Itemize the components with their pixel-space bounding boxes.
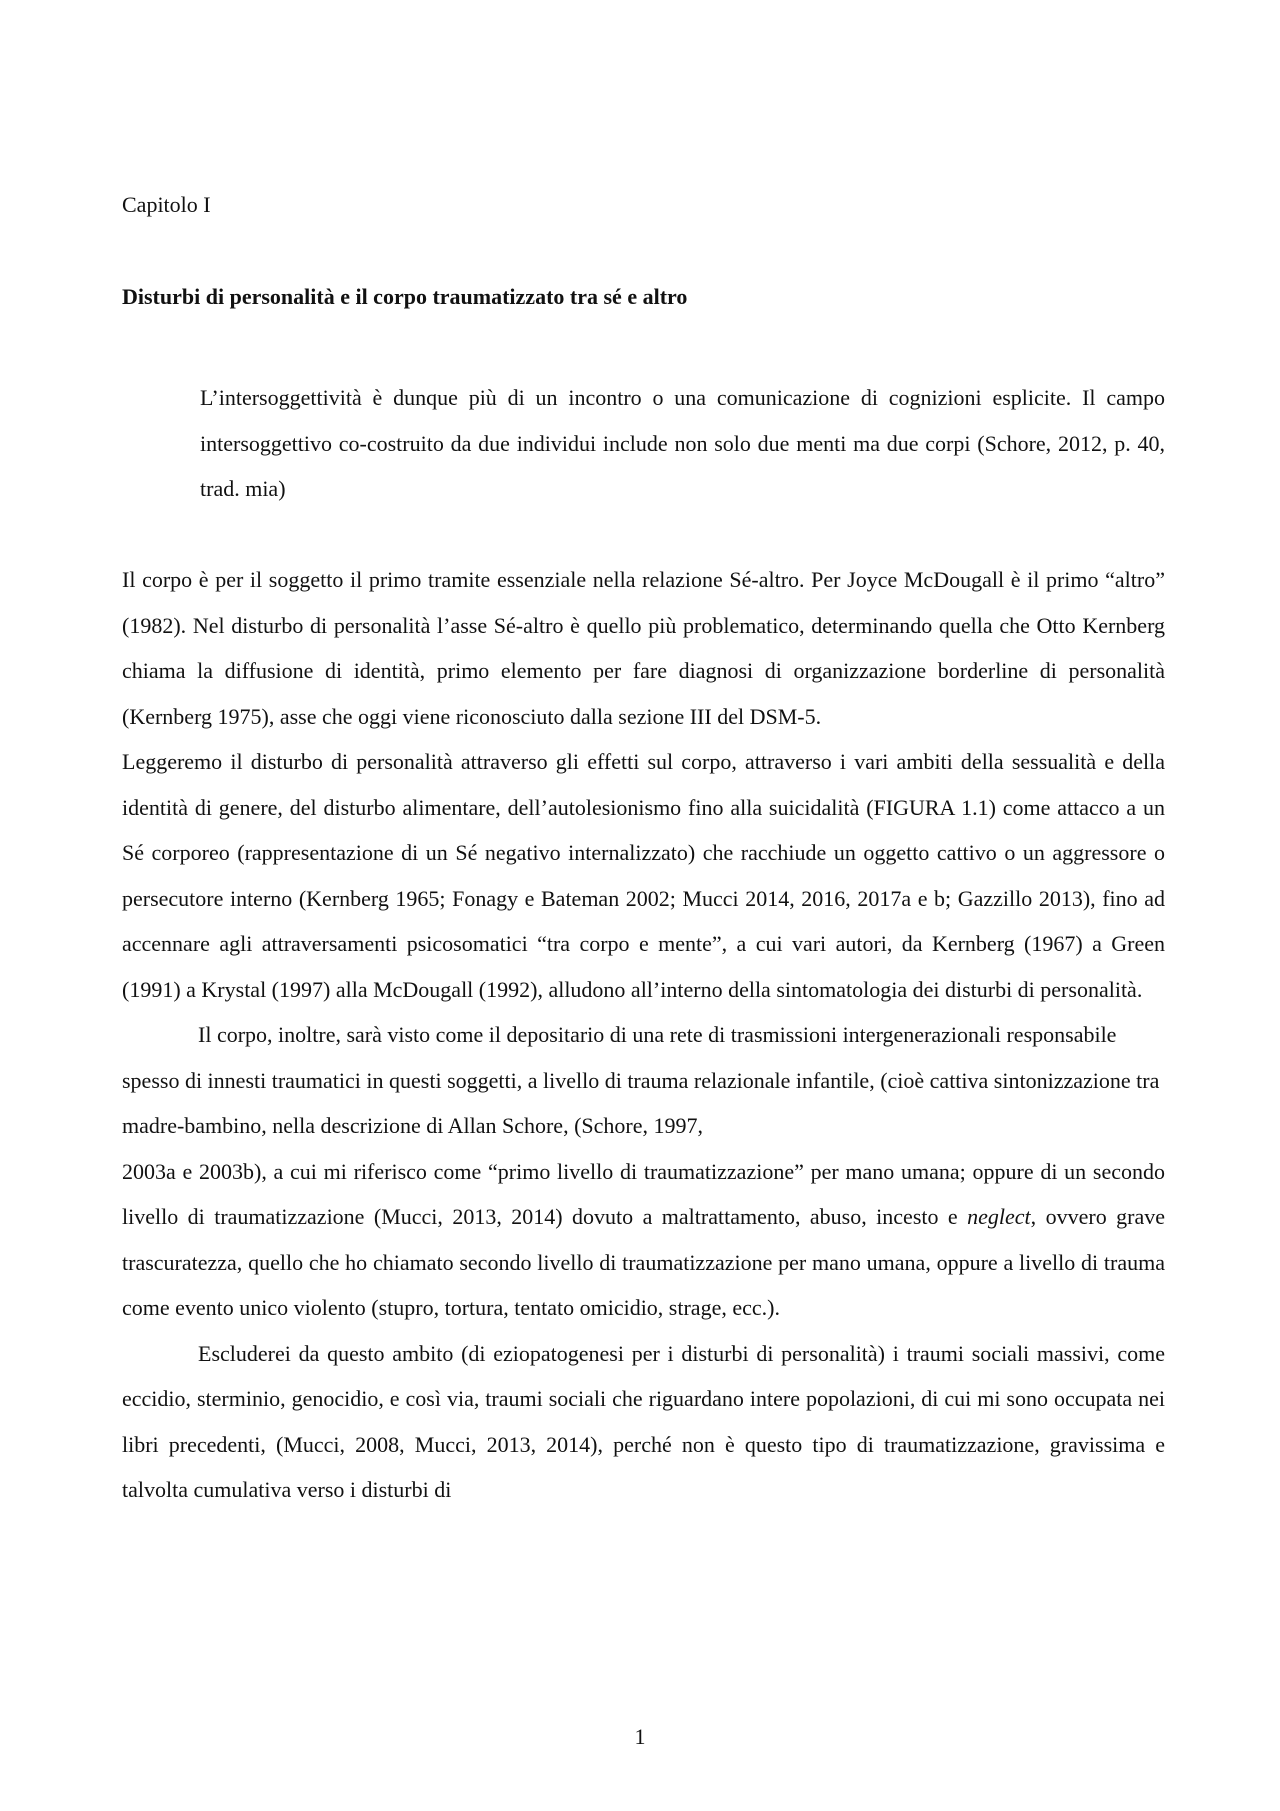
paragraph-3-text-b: , ovvero grave trascuratezza, quello che ho chiamato secondo livello di traumatizzazione per mano umana, oppure a livello di trauma come evento unico violento (stupro, tortura, tentato omicidio, strage, ecc.). — [122, 1204, 1165, 1320]
chapter-title: Disturbi di personalità e il corpo traumatizzato tra sé e altro — [122, 284, 688, 309]
paragraph-1: Il corpo è per il soggetto il primo tramite essenziale nella relazione Sé-altro. Per Joyce McDougall è il primo “altro” (1982). Nel disturbo di personalità l’asse Sé-altro è quello più problematico, determinando quella che Otto Kernberg chiama la diffusione di identità, primo elemento per fare diagnosi di organizzazione borderline di personalità (Kernberg 1975), asse che oggi viene riconosciuto dalla sezione III del DSM-5. — [122, 567, 1165, 729]
body-text — [122, 557, 1165, 1513]
chapter-label: Capitolo I — [122, 192, 211, 217]
epigraph-quote — [200, 375, 1165, 512]
paragraph-3-continued — [122, 1149, 1165, 1331]
epigraph-text: L’intersoggettività è dunque più di un incontro o una comunicazione di cognizioni esplicite. Il campo intersoggettivo co-costruito da due individui include non solo due menti ma due corpi (Schore, 2012, p. 40, trad. mia) — [200, 385, 1165, 501]
paragraph-4: Escluderei da questo ambito (di eziopatogenesi per i disturbi di personalità) i traumi sociali massivi, come eccidio, sterminio, genocidio, e così via, traumi sociali che riguardano intere popolazioni, di cui mi sono occupata nei libri precedenti, (Mucci, 2008, Mucci, 2013, 2014), perché non è questo tipo di traumatizzazione, gravissima e talvolta cumulativa verso i disturbi di — [122, 1340, 1165, 1502]
page-number: 1 — [634, 1724, 646, 1749]
paragraph-3-text-a: 2003a e 2003b), a cui mi riferisco come “primo livello di traumatizzazione” per mano umana; oppure di un secondo livello di traumatizzazione (Mucci, 2013, 2014) dovuto a maltrattamento, abuso, incesto e — [122, 1158, 1165, 1229]
paragraph-2: Leggeremo il disturbo di personalità attraverso gli effetti sul corpo, attraverso i vari ambiti della sessualità e della identità di genere, del disturbo alimentare, dell’autolesionismo fino alla suicidalità (FIGURA 1.1) come attacco a un Sé corporeo (rappresentazione di un Sé negativo internalizzato) che racchiude un oggetto cattivo o un aggressore o persecutore interno (Kernberg 1965; Fonagy e Bateman 2002; Mucci 2014, 2016, 2017a e b; Gazzillo 2013), fino ad accennare agli attraversamenti psicosomatici “tra corpo e mente”, a cui vari autori, da Kernberg (1967) a Green (1991) a Krystal (1997) alla McDougall (1992), alludono all’interno della sintomatologia dei disturbi di personalità. — [122, 749, 1165, 1002]
emphasized-term: neglect — [967, 1204, 1031, 1229]
paragraph-3-line-1: Il corpo, inoltre, sarà visto come il depositario di una rete di trasmissioni intergenerazionali responsabile spesso di innesti traumatici in questi soggetti, a livello di trauma relazionale infantile, (cioè cattiva sintonizzazione tra madre-bambino, nella descrizione di Allan Schore, (Schore, 1997, — [122, 1022, 1160, 1138]
